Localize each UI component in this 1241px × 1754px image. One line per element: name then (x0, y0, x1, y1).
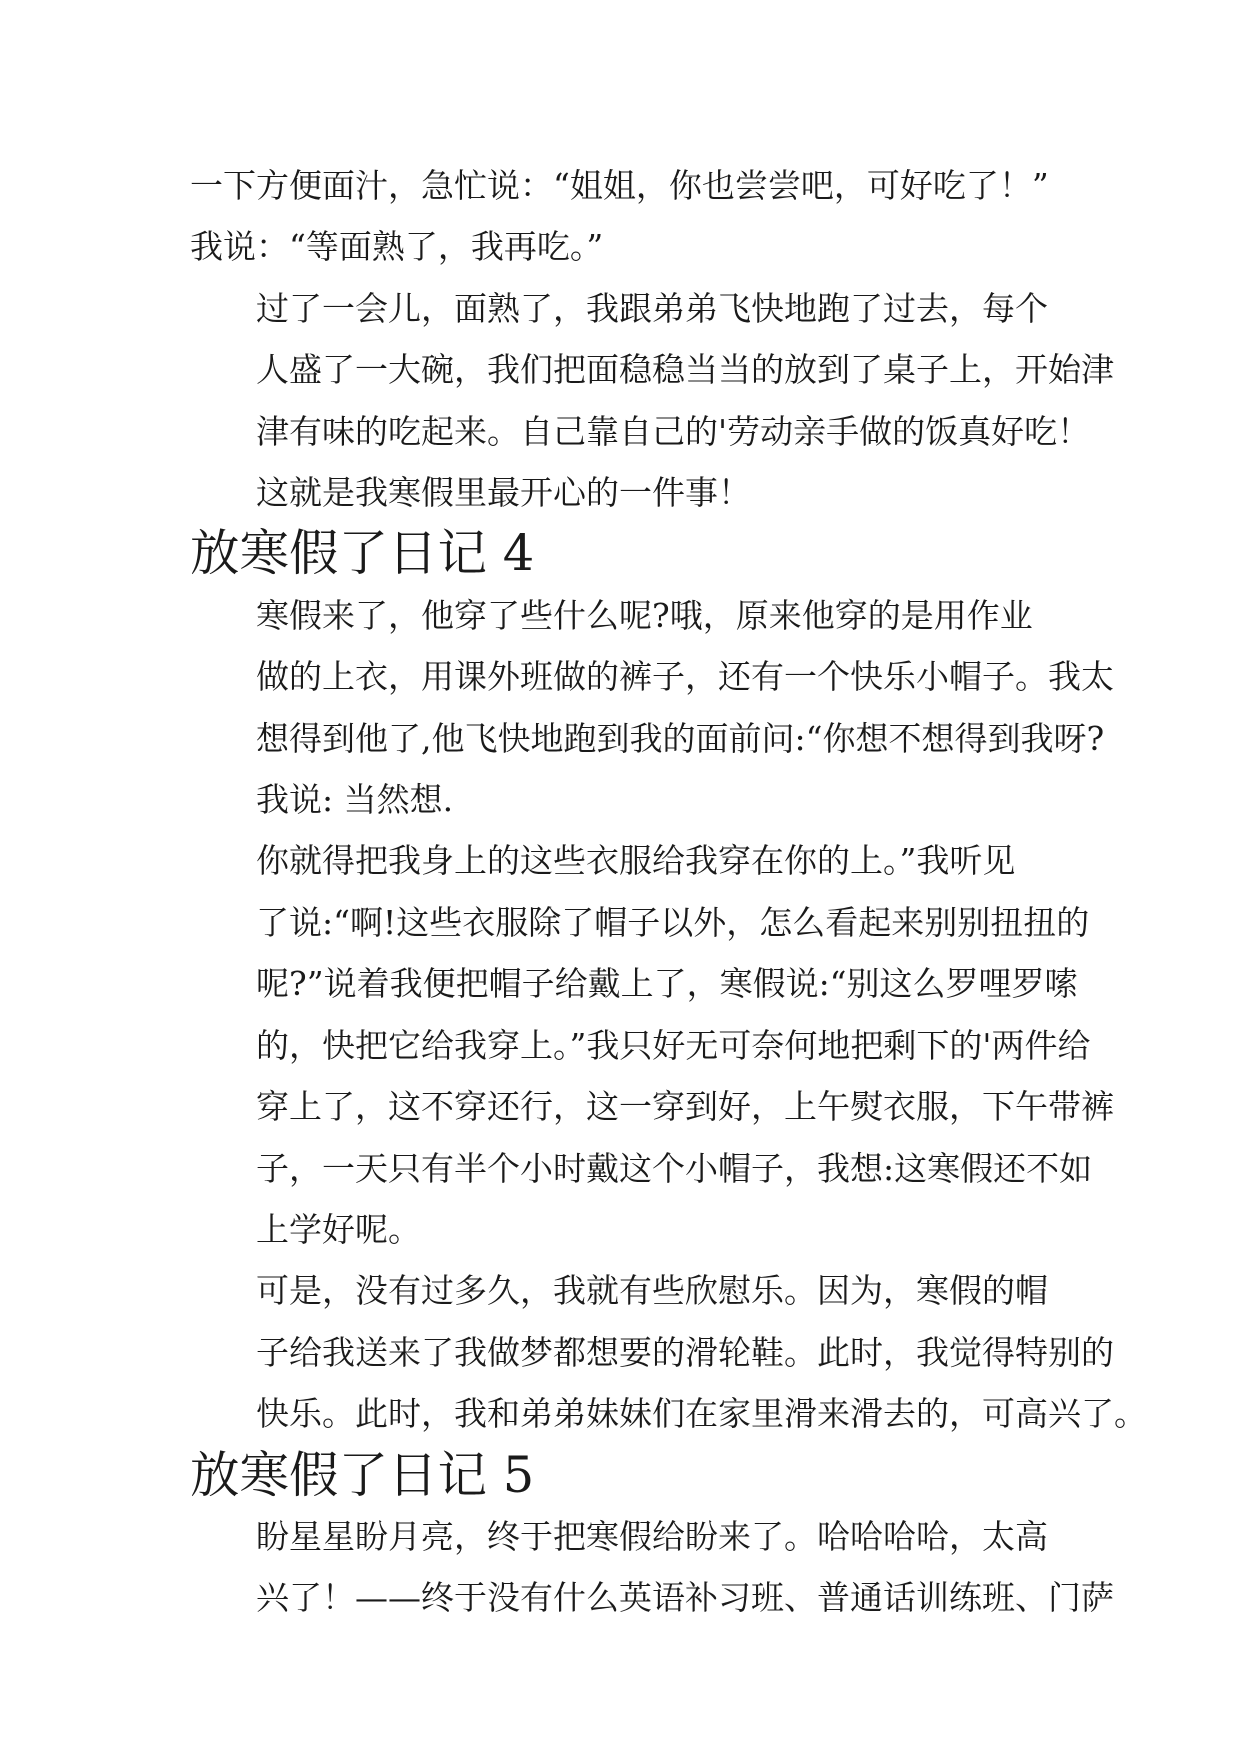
text-line: 我说: 当然想. (256, 780, 454, 820)
text-line: 盼星星盼月亮，终于把寒假给盼来了。哈哈哈哈，太高 (256, 1516, 1048, 1556)
paragraph (190, 830, 1114, 1260)
text-line: 可是，没有过多久，我就有些欣慰乐。因为，寒假的帽 (256, 1271, 1048, 1311)
text-line: 津有味的吃起来。自己靠自己的'劳动亲手做的饭真好吃！ (256, 411, 1091, 451)
text-line: 子，一天只有半个小时戴这个小帽子，我想:这寒假还不如 (256, 1148, 1093, 1188)
paragraph (190, 278, 1114, 462)
paragraph-continued (190, 155, 1060, 278)
heading-text: 放寒假了日记 5 (190, 1445, 535, 1504)
heading-text: 放寒假了日记 4 (190, 524, 535, 583)
paragraph (190, 462, 1060, 523)
text-line: 穿上了，这不穿还行，这一穿到好，上午熨衣服，下午带裤 (256, 1087, 1114, 1127)
text-line: 寒假来了，他穿了些什么呢?哦，原来他穿的是用作业 (256, 595, 1033, 635)
text-line: 子给我送来了我做梦都想要的滑轮鞋。此时，我觉得特别的 (256, 1332, 1114, 1372)
text-line: 想得到他了,他飞快地跑到我的面前问:“你想不想得到我呀? (256, 718, 1105, 758)
text-line: 做的上衣，用课外班做的裤子，还有一个快乐小帽子。我太 (256, 657, 1114, 697)
paragraph (190, 1506, 1114, 1629)
text-line: 的，快把它给我穿上。”我只好无可奈何地把剩下的'两件给 (256, 1025, 1091, 1065)
paragraph (190, 1260, 1147, 1444)
text-line: 快乐。此时，我和弟弟妹妹们在家里滑来滑去的，可高兴了。 (256, 1394, 1147, 1434)
text-line: 这就是我寒假里最开心的一件事！ (256, 473, 751, 513)
text-line: 我说：“等面熟了，我再吃。” (190, 227, 604, 267)
text-line: 一下方便面汁，急忙说：“姐姐，你也尝尝吧，可好吃了！” (190, 166, 1049, 205)
text-line: 过了一会儿，面熟了，我跟弟弟飞快地跑了过去，每个 (256, 288, 1048, 328)
section-heading-diary-5 (190, 1445, 1060, 1506)
text-line: 人盛了一大碗，我们把面稳稳当当的放到了桌子上，开始津 (256, 350, 1114, 390)
text-line: 兴了！——终于没有什么英语补习班、普通话训练班、门萨 (256, 1578, 1114, 1618)
text-line: 上学好呢。 (256, 1209, 421, 1249)
text-line: 了说:“啊!这些衣服除了帽子以外，怎么看起来别别扭扭的 (256, 902, 1090, 942)
document-body (190, 155, 1147, 1629)
paragraph (190, 585, 1114, 831)
text-line: 呢?”说着我便把帽子给戴上了，寒假说:“别这么罗哩罗嗦 (256, 964, 1078, 1004)
text-line: 你就得把我身上的这些衣服给我穿在你的上。”我听见 (256, 841, 1016, 881)
section-heading-diary-4 (190, 523, 1060, 584)
